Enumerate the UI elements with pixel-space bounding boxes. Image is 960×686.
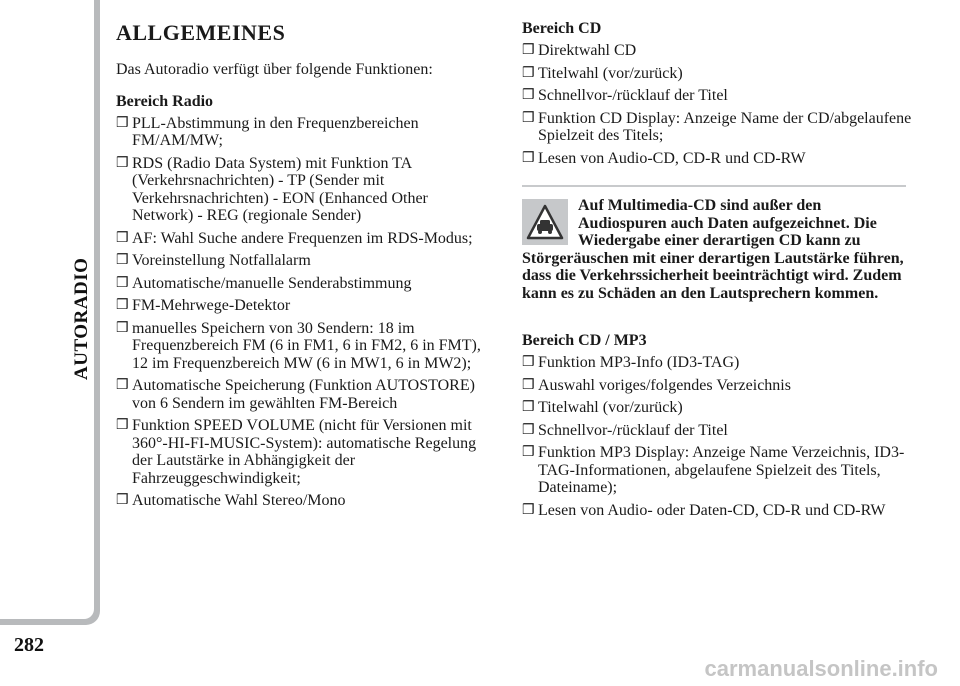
checkbox-bullet-icon: ❒ <box>116 275 129 291</box>
checkbox-bullet-icon: ❒ <box>522 355 535 370</box>
list-item-text: Lesen von Audio- oder Daten-CD, CD-R und CD-RW <box>538 501 886 519</box>
list-item <box>116 252 488 270</box>
list-item <box>522 354 912 372</box>
mp3-list <box>522 354 912 519</box>
list-item-text: Automatische/manuelle Senderabstimmung <box>132 274 412 292</box>
list-item-text: Titelwahl (vor/zurück) <box>538 399 683 416</box>
list-item-text: Auswahl voriges/folgendes Verzeichnis <box>538 376 791 394</box>
section-label: AUTORADIO <box>71 257 92 380</box>
checkbox-bullet-icon: ❒ <box>522 445 535 460</box>
checkbox-bullet-icon: ❒ <box>522 150 535 166</box>
radio-list <box>116 115 488 510</box>
list-item-text: AF: Wahl Suche andere Frequenzen im RDS-Modus; <box>132 229 473 247</box>
right-column <box>522 20 912 524</box>
list-item <box>116 417 488 487</box>
warning-block <box>522 197 912 302</box>
list-item-text: Automatische Speicherung (Funktion AUTOSTORE) von 6 Sendern im gewählten FM-Bereich <box>132 377 475 412</box>
warning-triangle-icon <box>522 199 568 245</box>
mp3-heading: Bereich CD / MP3 <box>522 332 647 349</box>
radio-heading: Bereich Radio <box>116 92 214 110</box>
list-item-text: Funktion MP3-Info (ID3-TAG) <box>538 354 740 371</box>
list-item <box>522 150 912 168</box>
checkbox-bullet-icon: ❒ <box>116 320 129 336</box>
page-number: 282 <box>14 634 44 656</box>
list-item <box>116 275 488 293</box>
checkbox-bullet-icon: ❒ <box>522 400 535 415</box>
list-item-text: Automatische Wahl Stereo/Mono <box>132 492 346 509</box>
checkbox-bullet-icon: ❒ <box>116 155 129 171</box>
list-item-text: Schnellvor-/rücklauf der Titel <box>538 421 728 439</box>
list-item <box>116 115 488 150</box>
checkbox-bullet-icon: ❒ <box>522 65 535 81</box>
list-item-text: Direktwahl CD <box>538 42 637 59</box>
list-item <box>116 297 488 315</box>
list-item-text: Funktion CD Display: Anzeige Name der CD/abgelaufene Spielzeit des Titels; <box>538 109 912 144</box>
list-item-text: PLL-Abstimmung in den Frequenzbereichen FM/AM/MW; <box>132 114 419 149</box>
checkbox-bullet-icon: ❒ <box>522 502 535 518</box>
list-item <box>522 399 912 417</box>
list-item <box>522 377 912 395</box>
checkbox-bullet-icon: ❒ <box>116 418 129 433</box>
list-item-text: manuelles Speichern von 30 Sendern: 18 im Frequenzbereich FM (6 in FM1, 6 in FM2, 6 in FMT), 12 im Frequenzbereich MW (6 in MW1, 6 in MW2); <box>132 319 481 372</box>
list-item <box>116 492 488 510</box>
list-item <box>522 422 912 440</box>
list-item <box>116 230 488 248</box>
cd-list <box>522 42 912 167</box>
list-item <box>522 65 912 83</box>
page-title: ALLGEMEINES <box>116 20 286 45</box>
list-item-text: FM-Mehrwege-Detektor <box>132 297 291 314</box>
checkbox-bullet-icon: ❒ <box>522 377 535 393</box>
cd-heading: Bereich CD <box>522 20 602 37</box>
checkbox-bullet-icon: ❒ <box>116 253 129 268</box>
list-item <box>522 444 912 497</box>
list-item <box>522 42 912 60</box>
list-item <box>522 502 912 520</box>
list-item <box>116 155 488 225</box>
list-item-text: Lesen von Audio-CD, CD-R und CD-RW <box>538 149 806 167</box>
watermark: carmanualsonline.info <box>704 656 938 681</box>
list-item-text: Funktion MP3 Display: Anzeige Name Verzeichnis, ID3-TAG-Informationen, abgelaufene Spielzeit des Titels, Dateiname); <box>538 444 905 496</box>
left-column <box>116 20 488 515</box>
warning-text: Auf Multimedia-CD sind außer den Audiospuren auch Daten aufgezeichnet. Die Wiedergabe einer derartigen CD kann zu Störgeräuschen mit einer derartigen Lautstärke führen, dass die Verkehrssicherheit beeinträchtigt wird. Zudem kann es zu Schäden an den Lautsprechern kommen. <box>522 197 904 302</box>
checkbox-bullet-icon: ❒ <box>116 115 129 131</box>
intro-text: Das Autoradio verfügt über folgende Funktionen: <box>116 61 433 78</box>
checkbox-bullet-icon: ❒ <box>116 230 129 246</box>
checkbox-bullet-icon: ❒ <box>116 298 129 313</box>
list-item <box>116 377 488 412</box>
list-item <box>116 320 488 373</box>
checkbox-bullet-icon: ❒ <box>522 88 535 103</box>
list-item-text: Funktion SPEED VOLUME (nicht für Versionen mit 360°-HI-FI-MUSIC-System): automatische Regelung der Lautstärke in Abhängigkeit der Fahrzeuggeschwindigkeit; <box>132 417 477 487</box>
list-item-text: Voreinstellung Notfallalarm <box>132 252 311 269</box>
checkbox-bullet-icon: ❒ <box>522 422 535 438</box>
checkbox-bullet-icon: ❒ <box>116 378 129 393</box>
checkbox-bullet-icon: ❒ <box>116 493 129 508</box>
list-item-text: Titelwahl (vor/zurück) <box>538 64 683 82</box>
checkbox-bullet-icon: ❒ <box>522 110 535 126</box>
checkbox-bullet-icon: ❒ <box>522 43 535 58</box>
list-item-text: RDS (Radio Data System) mit Funktion TA (Verkehrsnachrichten) - TP (Sender mit Verkehrsnachrichten) - EON (Enhanced Other Network) - REG (regionale Sender) <box>132 154 428 224</box>
divider <box>522 185 906 187</box>
list-item <box>522 110 912 145</box>
list-item-text: Schnellvor-/rücklauf der Titel <box>538 87 728 104</box>
list-item <box>522 87 912 105</box>
